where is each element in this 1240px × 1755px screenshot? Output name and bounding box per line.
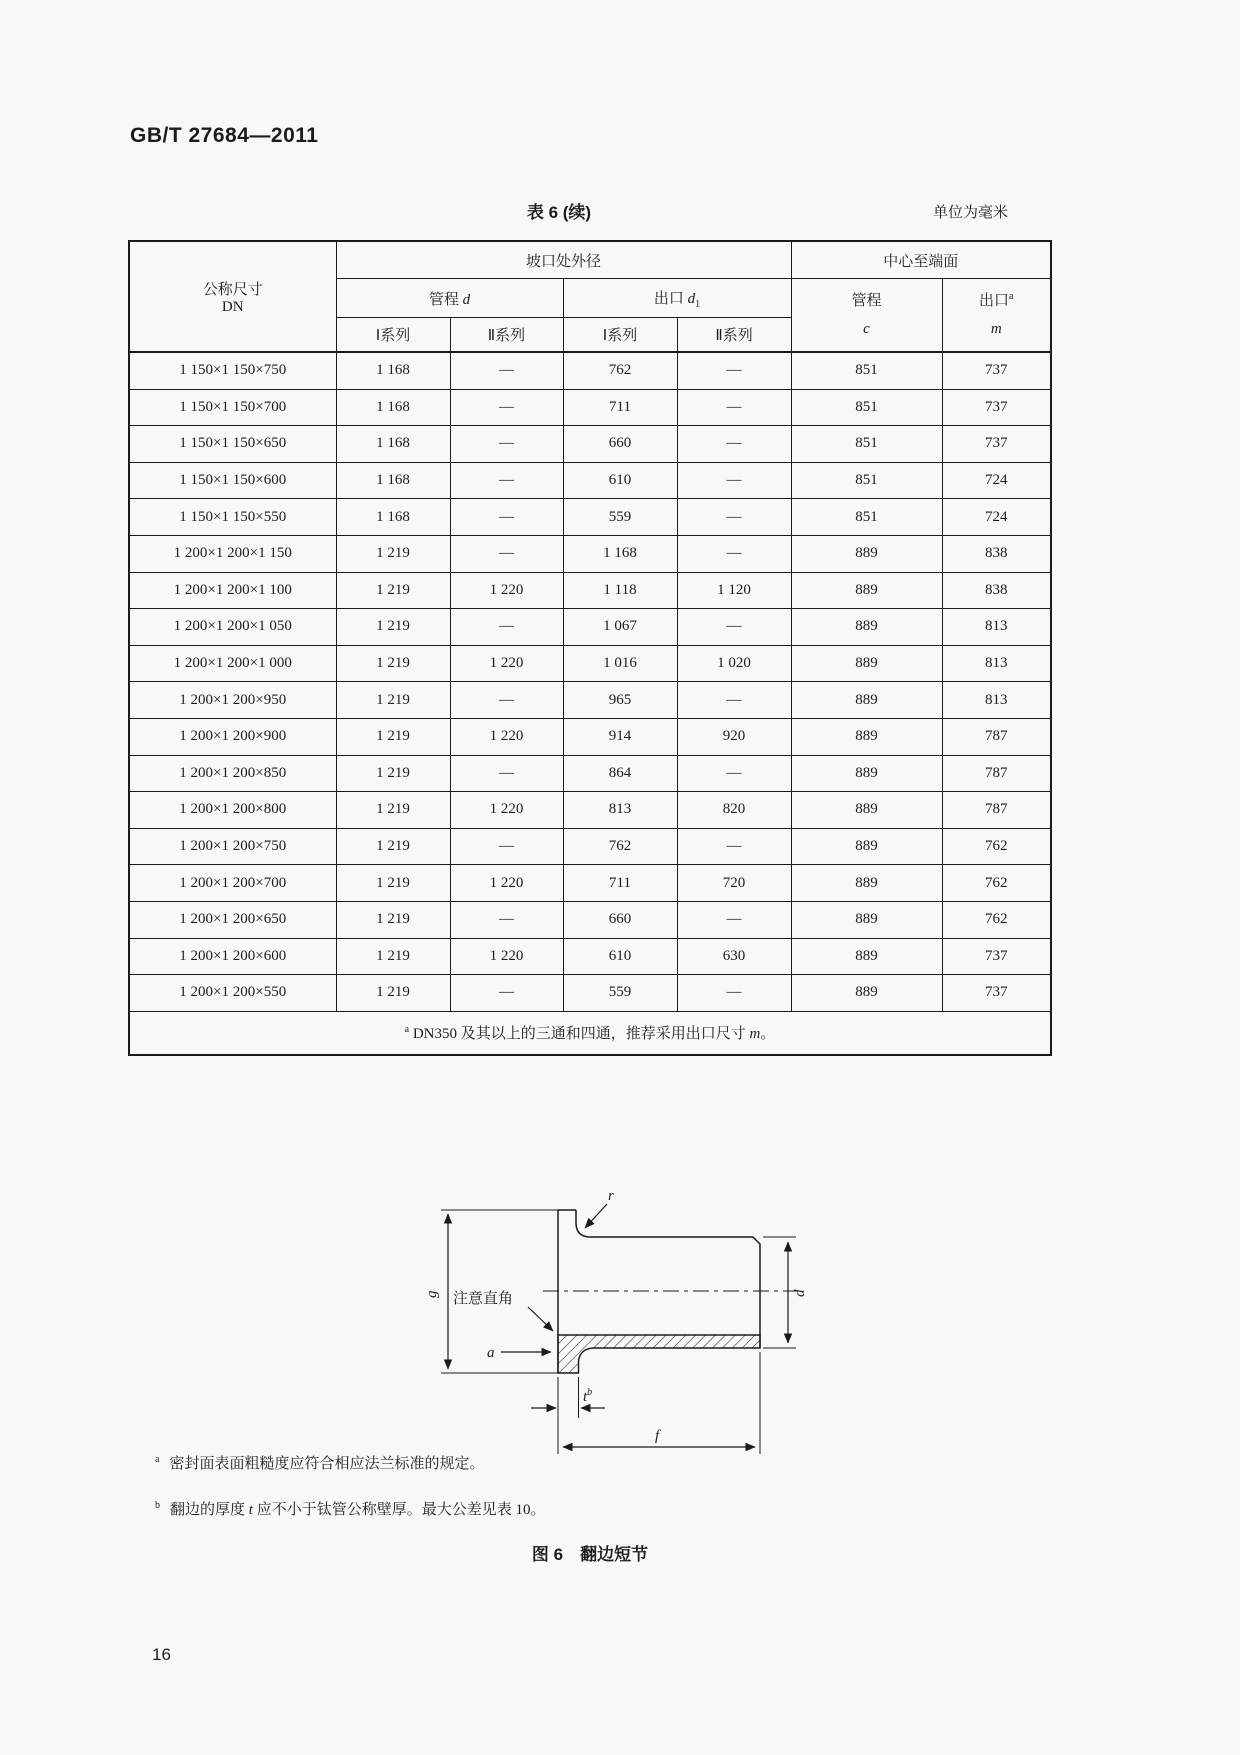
cell-value: 1 016 (563, 645, 677, 682)
pipe-end-chamfer (753, 1237, 760, 1348)
cell-value: 737 (942, 938, 1051, 975)
leader-right-angle (528, 1307, 553, 1331)
cell-value: 660 (563, 426, 677, 463)
figure-stub-end-drawing (395, 1180, 825, 1472)
cell-value: 559 (563, 499, 677, 536)
cell-value: — (450, 352, 563, 389)
cell-value: 864 (563, 755, 677, 792)
cell-value: 1 220 (450, 645, 563, 682)
table-body (129, 352, 1051, 1011)
cell-dn: 1 200×1 200×1 150 (129, 535, 336, 572)
label-r: r (608, 1188, 614, 1204)
cell-value: — (450, 609, 563, 646)
cell-value: — (677, 682, 791, 719)
label-f: f (655, 1428, 660, 1444)
header-group-center-to-end: 中心至端面 (791, 241, 1051, 279)
cell-value: 787 (942, 755, 1051, 792)
header-nominal-size (129, 241, 336, 352)
table-row (129, 572, 1051, 609)
table-footnote-row (129, 1011, 1051, 1055)
table-row (129, 938, 1051, 975)
cell-value: 711 (563, 865, 677, 902)
cell-value: 889 (791, 645, 942, 682)
cell-value: — (450, 682, 563, 719)
cell-value: 762 (942, 828, 1051, 865)
header-pipe-run-d: 管程 d (336, 279, 563, 318)
cell-value: 838 (942, 535, 1051, 572)
table-row (129, 535, 1051, 572)
table-row (129, 901, 1051, 938)
table-row (129, 792, 1051, 829)
cell-value: 1 219 (336, 718, 450, 755)
table-row (129, 828, 1051, 865)
cell-dn: 1 150×1 150×650 (129, 426, 336, 463)
cell-value: 1 067 (563, 609, 677, 646)
cell-value: 1 168 (336, 389, 450, 426)
cell-dn: 1 200×1 200×800 (129, 792, 336, 829)
cell-value: 889 (791, 535, 942, 572)
cell-value: 1 220 (450, 572, 563, 609)
cell-value: 1 020 (677, 645, 791, 682)
figure-caption: 图 6 翻边短节 (531, 1545, 649, 1564)
table-row (129, 718, 1051, 755)
cell-value: 1 118 (563, 572, 677, 609)
cell-value: 1 219 (336, 938, 450, 975)
cell-value: 787 (942, 718, 1051, 755)
flange-back-and-fillet (576, 1210, 753, 1237)
cell-value: 737 (942, 389, 1051, 426)
cell-value: 1 220 (450, 718, 563, 755)
cell-value: 762 (942, 901, 1051, 938)
cell-value: 813 (942, 645, 1051, 682)
table-row (129, 389, 1051, 426)
cell-value: — (677, 426, 791, 463)
table-row (129, 975, 1051, 1012)
cell-value: — (677, 499, 791, 536)
cell-value: — (450, 389, 563, 426)
cell-value: 889 (791, 609, 942, 646)
header-series-2b: Ⅱ系列 (677, 318, 791, 353)
cell-value: — (677, 901, 791, 938)
cell-dn: 1 200×1 200×1 000 (129, 645, 336, 682)
table-row (129, 609, 1051, 646)
cell-value: 851 (791, 389, 942, 426)
cell-value: 1 220 (450, 792, 563, 829)
cell-value: 737 (942, 352, 1051, 389)
cell-value: — (450, 499, 563, 536)
header-nominal-size-line2: DN (221, 298, 244, 315)
cell-dn: 1 200×1 200×550 (129, 975, 336, 1012)
table-row (129, 462, 1051, 499)
cell-value: 1 219 (336, 682, 450, 719)
table-footnote: $^a$ DN350 及其以上的三通和四通，推荐采用出口尺寸 m。 (129, 1011, 1051, 1055)
cell-value: 889 (791, 975, 942, 1012)
standard-number: GB/T 27684—2011 (130, 124, 319, 147)
cell-value: 1 219 (336, 609, 450, 646)
cell-value: 762 (563, 828, 677, 865)
cell-dn: 1 200×1 200×900 (129, 718, 336, 755)
table-row (129, 352, 1051, 389)
cell-value: 851 (791, 426, 942, 463)
table-row (129, 645, 1051, 682)
cell-value: 1 219 (336, 755, 450, 792)
cell-value: 889 (791, 682, 942, 719)
table-row (129, 755, 1051, 792)
cell-value: 851 (791, 462, 942, 499)
table-header-row-groups (129, 241, 1051, 279)
cell-value: — (450, 462, 563, 499)
cell-value: 1 219 (336, 572, 450, 609)
cell-value: — (677, 389, 791, 426)
header-nominal-size-line1: 公称尺寸 (202, 281, 263, 298)
leader-r (585, 1204, 607, 1228)
cell-value: 851 (791, 499, 942, 536)
cell-value: — (450, 535, 563, 572)
cell-value: 720 (677, 865, 791, 902)
cell-value: 762 (942, 865, 1051, 902)
cell-value: 1 168 (336, 462, 450, 499)
cell-value: 1 219 (336, 792, 450, 829)
cell-value: 889 (791, 755, 942, 792)
cell-value: 610 (563, 938, 677, 975)
cell-value: 1 219 (336, 901, 450, 938)
cell-value: 1 219 (336, 828, 450, 865)
cell-value: 813 (942, 682, 1051, 719)
cell-value: 1 168 (563, 535, 677, 572)
table-row (129, 499, 1051, 536)
header-center-run-c: 管程 c (791, 279, 942, 353)
header-series-2: Ⅱ系列 (450, 318, 563, 353)
cell-value: — (450, 975, 563, 1012)
cell-value: 1 168 (336, 352, 450, 389)
cell-value: 724 (942, 462, 1051, 499)
dimension-table (128, 240, 1052, 1056)
cell-value: 889 (791, 718, 942, 755)
cell-value: — (677, 755, 791, 792)
unit-note: 单位为毫米 (932, 204, 1008, 221)
cell-value: 610 (563, 462, 677, 499)
cell-value: 813 (563, 792, 677, 829)
cell-value: — (677, 352, 791, 389)
cell-value: — (677, 975, 791, 1012)
cell-value: 1 220 (450, 865, 563, 902)
cell-value: 889 (791, 901, 942, 938)
cell-dn: 1 200×1 200×750 (129, 828, 336, 865)
section-hatched-wall (558, 1335, 760, 1373)
header-outlet-d1: 出口 $d_1$ (563, 279, 791, 318)
cell-value: — (677, 609, 791, 646)
table-row (129, 426, 1051, 463)
cell-value: 737 (942, 975, 1051, 1012)
cell-dn: 1 200×1 200×850 (129, 755, 336, 792)
cell-value: 889 (791, 792, 942, 829)
header-center-outlet-m: 出口$^a$ m (942, 279, 1051, 353)
cell-dn: 1 150×1 150×700 (129, 389, 336, 426)
header-group-bevel-od: 坡口处外径 (336, 241, 791, 279)
cell-value: — (450, 755, 563, 792)
cell-dn: 1 200×1 200×950 (129, 682, 336, 719)
cell-dn: 1 200×1 200×700 (129, 865, 336, 902)
footnote-b: $^b$ 翻边的厚度 t 应不小于钛管公称壁厚。最大公差见表 10。 (155, 1500, 546, 1518)
cell-dn: 1 200×1 200×600 (129, 938, 336, 975)
cell-dn: 1 150×1 150×600 (129, 462, 336, 499)
cell-dn: 1 150×1 150×750 (129, 352, 336, 389)
cell-value: 1 168 (336, 426, 450, 463)
cell-value: — (450, 828, 563, 865)
header-series-1: Ⅰ系列 (336, 318, 450, 353)
cell-value: 914 (563, 718, 677, 755)
cell-dn: 1 200×1 200×1 100 (129, 572, 336, 609)
cell-value: 724 (942, 499, 1051, 536)
label-g: g (424, 1290, 440, 1298)
cell-value: — (450, 901, 563, 938)
label-a-sup: a (487, 1345, 495, 1361)
table-row (129, 865, 1051, 902)
header-series-1b: Ⅰ系列 (563, 318, 677, 353)
cell-value: 889 (791, 828, 942, 865)
cell-value: — (677, 828, 791, 865)
cell-value: 889 (791, 938, 942, 975)
page-number: 16 (152, 1645, 171, 1664)
cell-dn: 1 200×1 200×1 050 (129, 609, 336, 646)
cell-value: 1 219 (336, 535, 450, 572)
cell-value: 1 168 (336, 499, 450, 536)
cell-value: 889 (791, 572, 942, 609)
cell-value: 660 (563, 901, 677, 938)
footnote-a: $^a$ 密封面表面粗糙度应符合相应法兰标准的规定。 (155, 1454, 485, 1472)
cell-value: 1 219 (336, 645, 450, 682)
label-t: $t^b$ (583, 1387, 593, 1405)
cell-value: 851 (791, 352, 942, 389)
label-d: d (792, 1289, 808, 1297)
table-row (129, 682, 1051, 719)
cell-value: — (450, 426, 563, 463)
cell-value: 1 219 (336, 865, 450, 902)
cell-value: 762 (563, 352, 677, 389)
cell-value: 1 219 (336, 975, 450, 1012)
cell-value: — (677, 535, 791, 572)
cell-value: 787 (942, 792, 1051, 829)
cell-value: 737 (942, 426, 1051, 463)
cell-value: 920 (677, 718, 791, 755)
cell-value: 630 (677, 938, 791, 975)
cell-value: 1 120 (677, 572, 791, 609)
cell-value: 813 (942, 609, 1051, 646)
cell-value: 820 (677, 792, 791, 829)
cell-value: 838 (942, 572, 1051, 609)
cell-value: — (677, 462, 791, 499)
cell-value: 965 (563, 682, 677, 719)
cell-value: 1 220 (450, 938, 563, 975)
cell-value: 889 (791, 865, 942, 902)
table-title: 表 6 (续) (526, 203, 592, 222)
cell-dn: 1 150×1 150×550 (129, 499, 336, 536)
cell-value: 559 (563, 975, 677, 1012)
label-right-angle-note: 注意直角 (453, 1290, 514, 1307)
cell-value: 711 (563, 389, 677, 426)
cell-dn: 1 200×1 200×650 (129, 901, 336, 938)
